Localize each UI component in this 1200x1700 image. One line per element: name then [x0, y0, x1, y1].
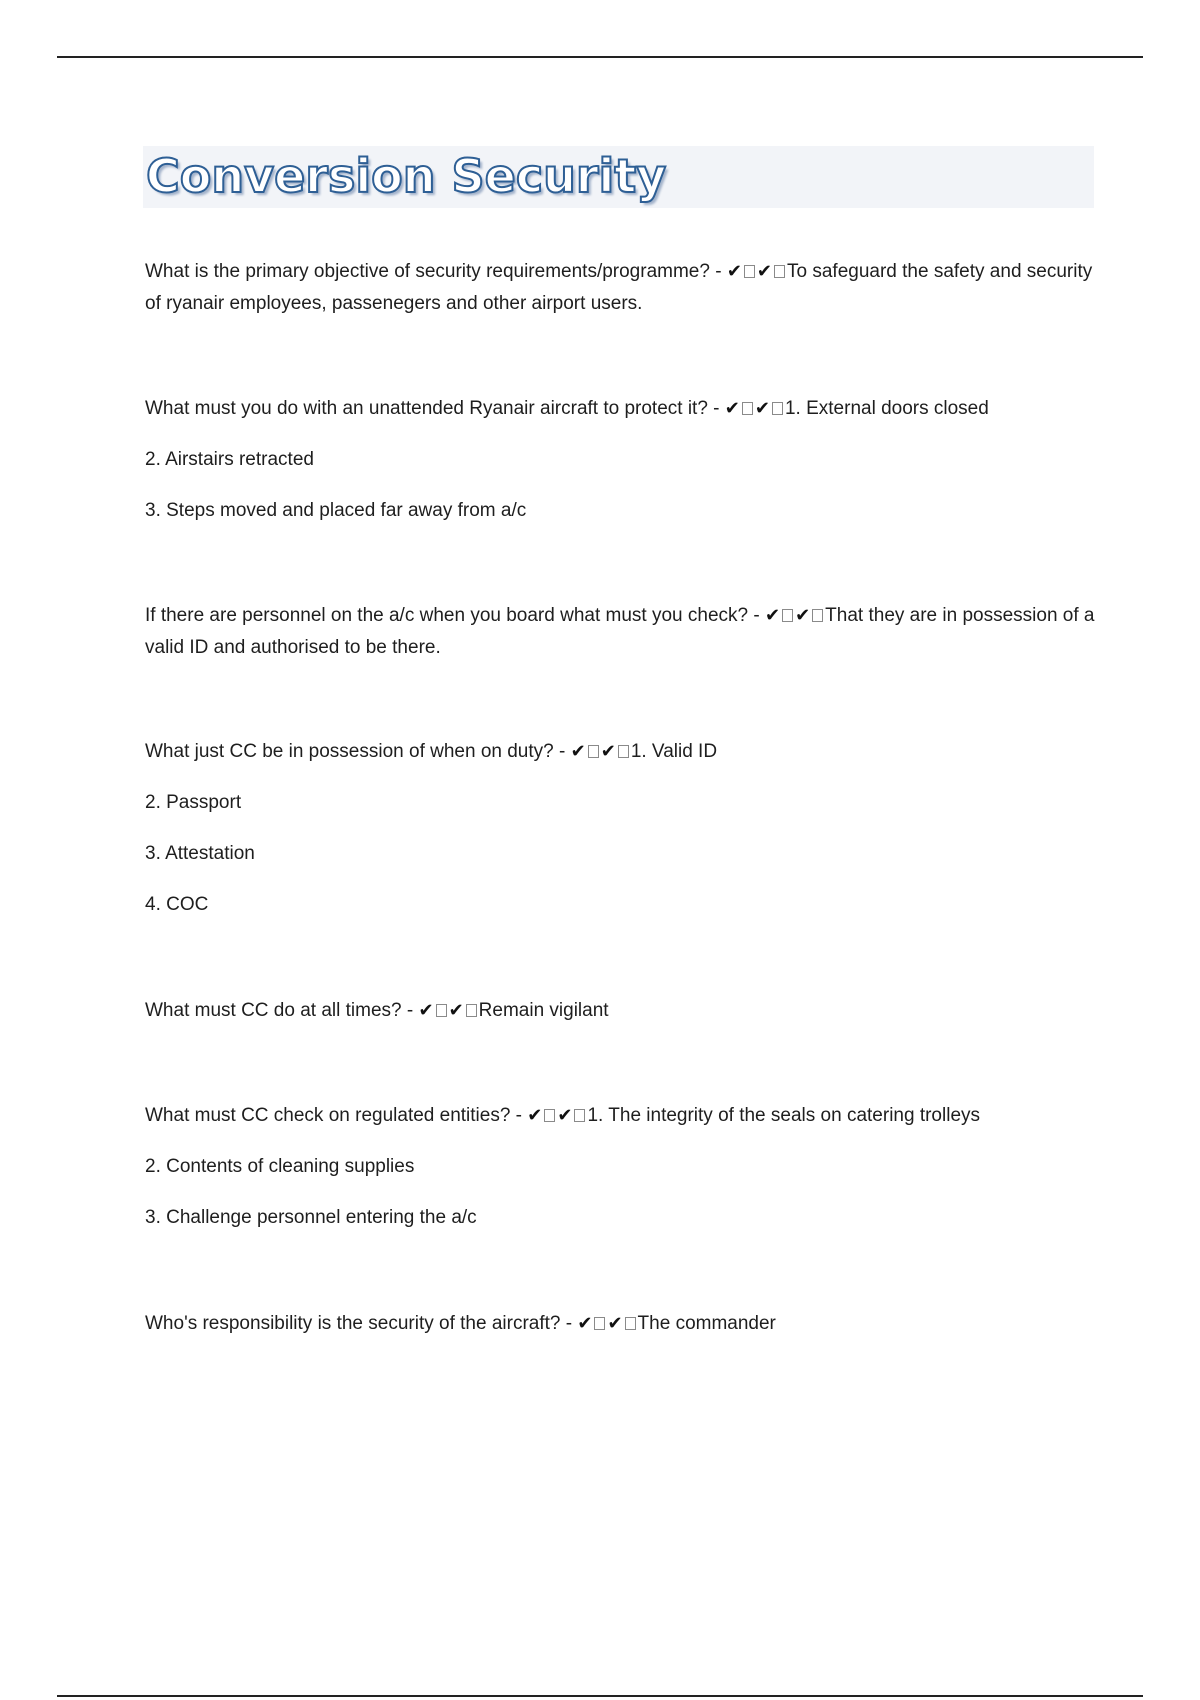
box-icon [772, 402, 783, 415]
check-icon: ✔ [557, 1105, 573, 1126]
check-icon: ✔ [418, 1000, 434, 1021]
box-icon [588, 745, 599, 758]
list-item: 4. COC [145, 894, 209, 915]
check-icon: ✔ [527, 1105, 543, 1126]
answer-text: That they are in possession of a valid ID and authorised to be there. [145, 605, 1095, 658]
question-text: What must you do with an unattended Ryanair aircraft to protect it? - [145, 398, 720, 419]
page-title: Conversion Security [146, 149, 667, 203]
box-icon [574, 1109, 585, 1122]
box-icon [782, 609, 793, 622]
qa-entry [145, 1100, 1105, 1234]
box-icon [774, 265, 785, 278]
question-text: What is the primary objective of security requirements/programme? - [145, 261, 722, 282]
box-icon [544, 1109, 555, 1122]
list-item: 2. Passport [145, 792, 242, 813]
check-icon: ✔ [577, 1313, 593, 1334]
check-icon: ✔ [764, 605, 781, 626]
qa-entry [145, 736, 1105, 921]
answer-text: Remain vigilant [478, 1000, 609, 1021]
answer-text: 1. External doors closed [784, 398, 989, 419]
qa-entry [145, 256, 1105, 320]
answer-text: The commander [637, 1313, 776, 1334]
box-icon [618, 745, 629, 758]
question-text: If there are personnel on the a/c when you board what must you check? - [145, 605, 760, 626]
list-item: 2. Contents of cleaning supplies [145, 1156, 415, 1177]
qa-entry [145, 600, 1105, 664]
check-icon: ✔ [726, 261, 742, 282]
list-item: 2. Airstairs retracted [145, 449, 314, 470]
check-icon: ✔ [600, 741, 616, 762]
check-icon: ✔ [607, 1313, 623, 1334]
box-icon [812, 609, 823, 622]
answer-text: To safeguard the safety and security of ryanair employees, passenegers and other airport users. [145, 261, 1093, 314]
box-icon [594, 1317, 605, 1330]
list-item: 3. Challenge personnel entering the a/c [145, 1207, 477, 1228]
box-icon [436, 1004, 447, 1017]
header-rule [57, 56, 1143, 58]
qa-entry [145, 1308, 1105, 1340]
list-item: 3. Steps moved and placed far away from a/c [145, 500, 527, 521]
footer-rule [57, 1695, 1143, 1697]
answer-text: 1. The integrity of the seals on catering trolleys [587, 1105, 981, 1126]
list-item: 3. Attestation [145, 843, 255, 864]
check-icon: ✔ [724, 398, 740, 419]
answer-text: 1. Valid ID [630, 741, 718, 762]
box-icon [625, 1317, 636, 1330]
qa-entry [145, 995, 1105, 1027]
box-icon [744, 265, 755, 278]
question-text: What just CC be in possession of when on duty? - [145, 741, 566, 762]
check-icon: ✔ [756, 261, 773, 282]
box-icon [466, 1004, 477, 1017]
qa-entry [145, 393, 1105, 527]
question-text: What must CC do at all times? - [145, 1000, 414, 1021]
box-icon [742, 402, 753, 415]
check-icon: ✔ [570, 741, 586, 762]
question-text: Who's responsibility is the security of the aircraft? - [145, 1313, 573, 1334]
check-icon: ✔ [448, 1000, 464, 1021]
question-text: What must CC check on regulated entities? - [145, 1105, 523, 1126]
check-icon: ✔ [754, 398, 770, 419]
check-icon: ✔ [795, 605, 811, 626]
